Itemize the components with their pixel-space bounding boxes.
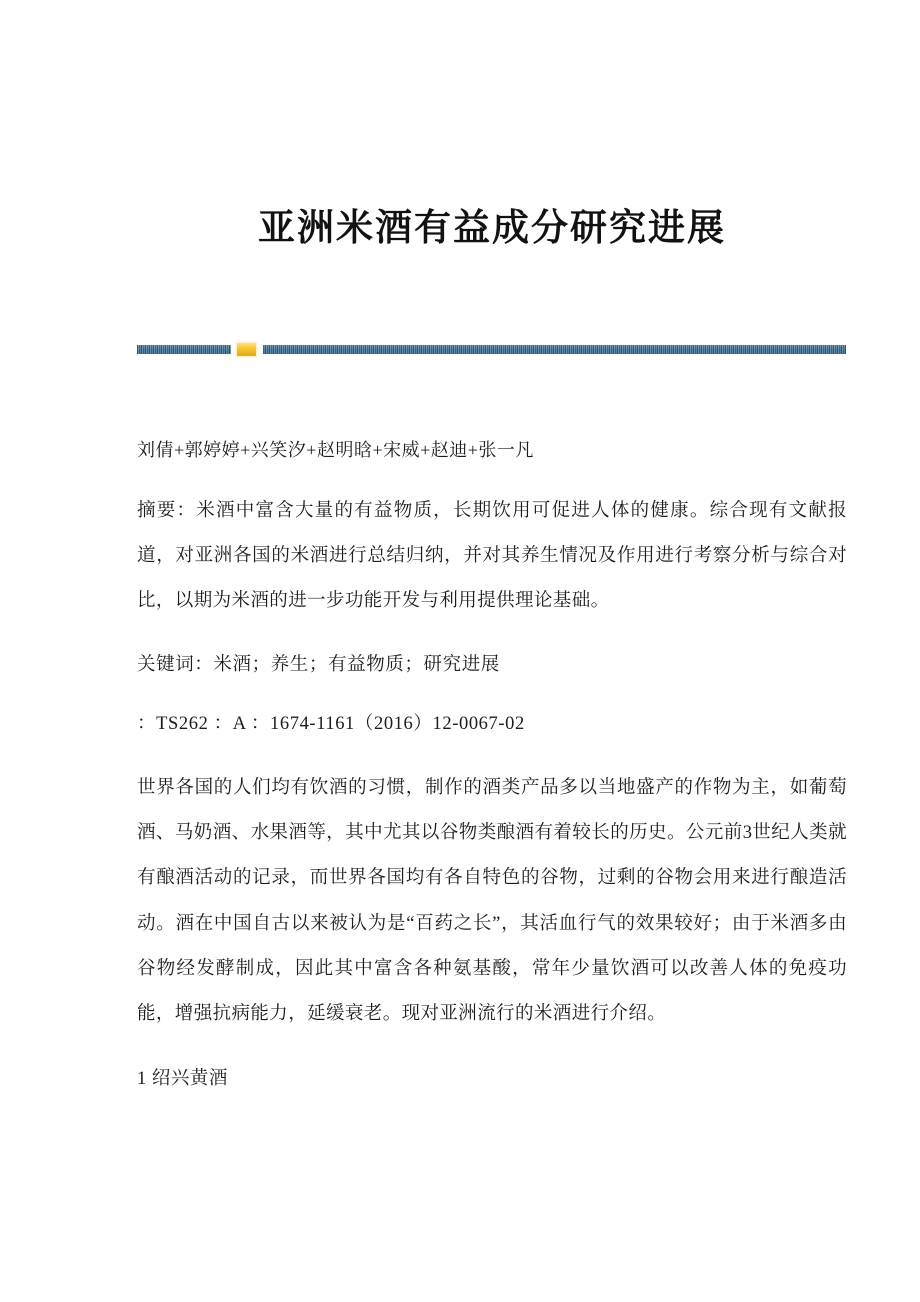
divider-gem-icon: [237, 343, 256, 356]
decorative-divider: [137, 343, 846, 355]
document-content: [137, 0, 847, 1097]
keywords-line: 关键词：米酒；养生；有益物质；研究进展: [137, 654, 500, 675]
section-heading-1: 1 绍兴黄酒: [137, 1068, 228, 1089]
page-title: 亚洲米酒有益成分研究进展: [258, 206, 726, 249]
body-paragraph: 世界各国的人们均有饮酒的习惯，制作的酒类产品多以当地盛产的作物为主，如葡萄酒、马奶酒、水果酒等，其中尤其以谷物类酿酒有着较长的历史。公元前3世纪人类就有酿酒活动的记录，而世界各国均有各自特色的谷物，过剩的谷物会用来进行酿造活动。酒在中国自古以来被认为是“百药之长”，其活血行气的效果较好；由于米酒多由谷物经发酵制成，因此其中富含各种氨基酸，常年少量饮酒可以改善人体的免疫功能，增强抗病能力，延缓衰老。现对亚洲流行的米酒进行介绍。: [137, 777, 847, 1025]
classification-line: ：TS262 ：A ：1674-1161（2016）12-0067-02: [137, 713, 525, 734]
abstract-paragraph: 摘要：米酒中富含大量的有益物质，长期饮用可促进人体的健康。综合现有文献报道，对亚洲各国的米酒进行总结归纳，并对其养生情况及作用进行考察分析与综合对比，以期为米酒的进一步功能开发与利用提供理论基础。: [137, 500, 847, 612]
author-list: 刘倩+郭婷婷+兴笑汐+赵明晗+宋威+赵迪+张一凡: [137, 440, 534, 461]
